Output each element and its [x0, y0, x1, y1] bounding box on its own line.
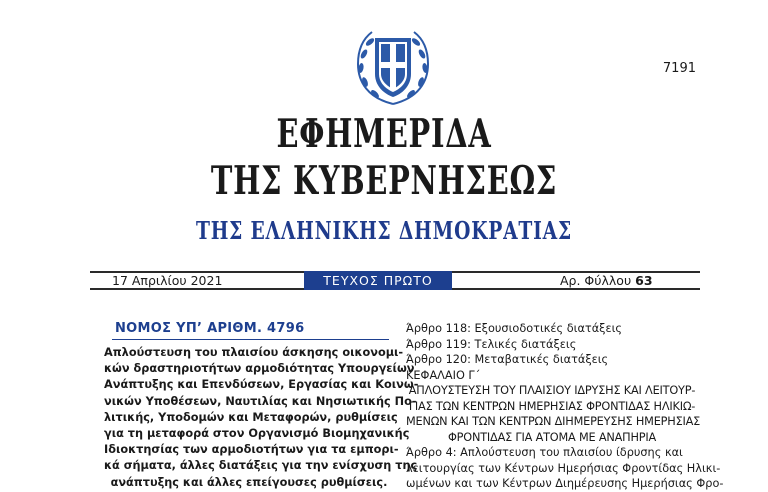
toc-chapter-heading: ΚΕΦΑΛΑΙΟ Γ΄ [406, 368, 481, 382]
law-title: ΝΟΜΟΣ ΥΠ’ ΑΡΙΘΜ. 4796 [115, 321, 305, 336]
summary-line: Απλούστευση του πλαισίου άσκησης οικονομι- [104, 346, 404, 359]
article4-line: ωμένων και των Κέντρων Διημέρευσης Ημερήσιας Φρο- [406, 477, 724, 490]
toc-article: Άρθρο 119: Τελικές διατάξεις [406, 337, 577, 351]
issue-date: 17 Απριλίου 2021 [112, 273, 223, 288]
chapter-title-line: ΦΡΟΝΤΙΔΑΣ ΓΙΑ ΑΤΟΜΑ ΜΕ ΑΝΑΠΗΡΙΑ [447, 430, 657, 444]
summary-line: κών δραστηριοτήτων αρμοδιότητας Υπουργείων [104, 362, 415, 376]
gazette-title: ΕΦΗΜΕΡΙΔΑ [276, 111, 492, 157]
issue-badge: ΤΕΥΧΟΣ ΠΡΩΤΟ [304, 271, 452, 290]
republic-title: ΤΗΣ ΕΛΛΗΝΙΚΗΣ ΔΗΜΟΚΡΑΤΙΑΣ [195, 216, 573, 245]
toc-article: Άρθρο 120: Μεταβατικές διατάξεις [406, 353, 609, 366]
sheet-number: 63 [635, 273, 653, 288]
page-number: 7191 [662, 61, 696, 76]
chapter-title-line: ΑΠΛΟΥΣΤΕΥΣΗ ΤΟΥ ΠΛΑΙΣΙΟΥ ΙΔΡΥΣΗΣ ΚΑΙ ΛΕΙΤΟΥΡ- [408, 384, 696, 397]
article4-line: λειτουργίας των Κέντρων Ημερήσιας Φροντίδας Ηλικι- [406, 461, 721, 475]
toc-article: Άρθρο 118: Εξουσιοδοτικές διατάξεις [406, 322, 623, 335]
summary-line: Ανάπτυξης και Επενδύσεων, Εργασίας και Κοινω- [104, 378, 419, 392]
article4-line: Άρθρο 4: Απλούστευση του πλαισίου ίδρυσης και [406, 446, 683, 459]
summary-line: Ιδιοκτησίας των αρμοδιοτήτων για τα εμπορι- [104, 443, 399, 457]
hellenic-republic-emblem-icon [350, 24, 436, 110]
summary-line: κά σήματα, άλλες διατάξεις για την ενίσχυση της [104, 459, 418, 473]
sheet-number-label [560, 273, 653, 288]
summary-line: για τη μεταφορά στον Οργανισμό Βιομηχανικής [104, 427, 410, 441]
law-summary [104, 345, 419, 491]
summary-line: νικών Υποθέσεων, Ναυτιλίας και Νησιωτικής Πο- [104, 394, 417, 408]
law-title-underline [112, 339, 389, 340]
summary-line: λιτικής, Υποδομών και Μεταφορών, ρυθμίσεις [104, 410, 398, 424]
gazette-subtitle: ΤΗΣ ΚΥΒΕΡΝΗΣΕΩΣ [210, 158, 558, 204]
summary-line: ανάπτυξης και άλλες επείγουσες ρυθμίσεις. [110, 475, 388, 489]
sheet-label: Αρ. Φύλλου [560, 273, 632, 288]
chapter-title-line: ΓΙΑΣ ΤΩΝ ΚΕΝΤΡΩΝ ΗΜΕΡΗΣΙΑΣ ΦΡΟΝΤΙΔΑΣ ΗΛΙΚΙΩ- [408, 399, 696, 413]
table-of-contents [406, 321, 724, 492]
chapter-title-line: ΜΕΝΩΝ ΚΑΙ ΤΩΝ ΚΕΝΤΡΩΝ ΔΙΗΜΕΡΕΥΣΗΣ ΗΜΕΡΗΣΙΑΣ [406, 415, 701, 428]
